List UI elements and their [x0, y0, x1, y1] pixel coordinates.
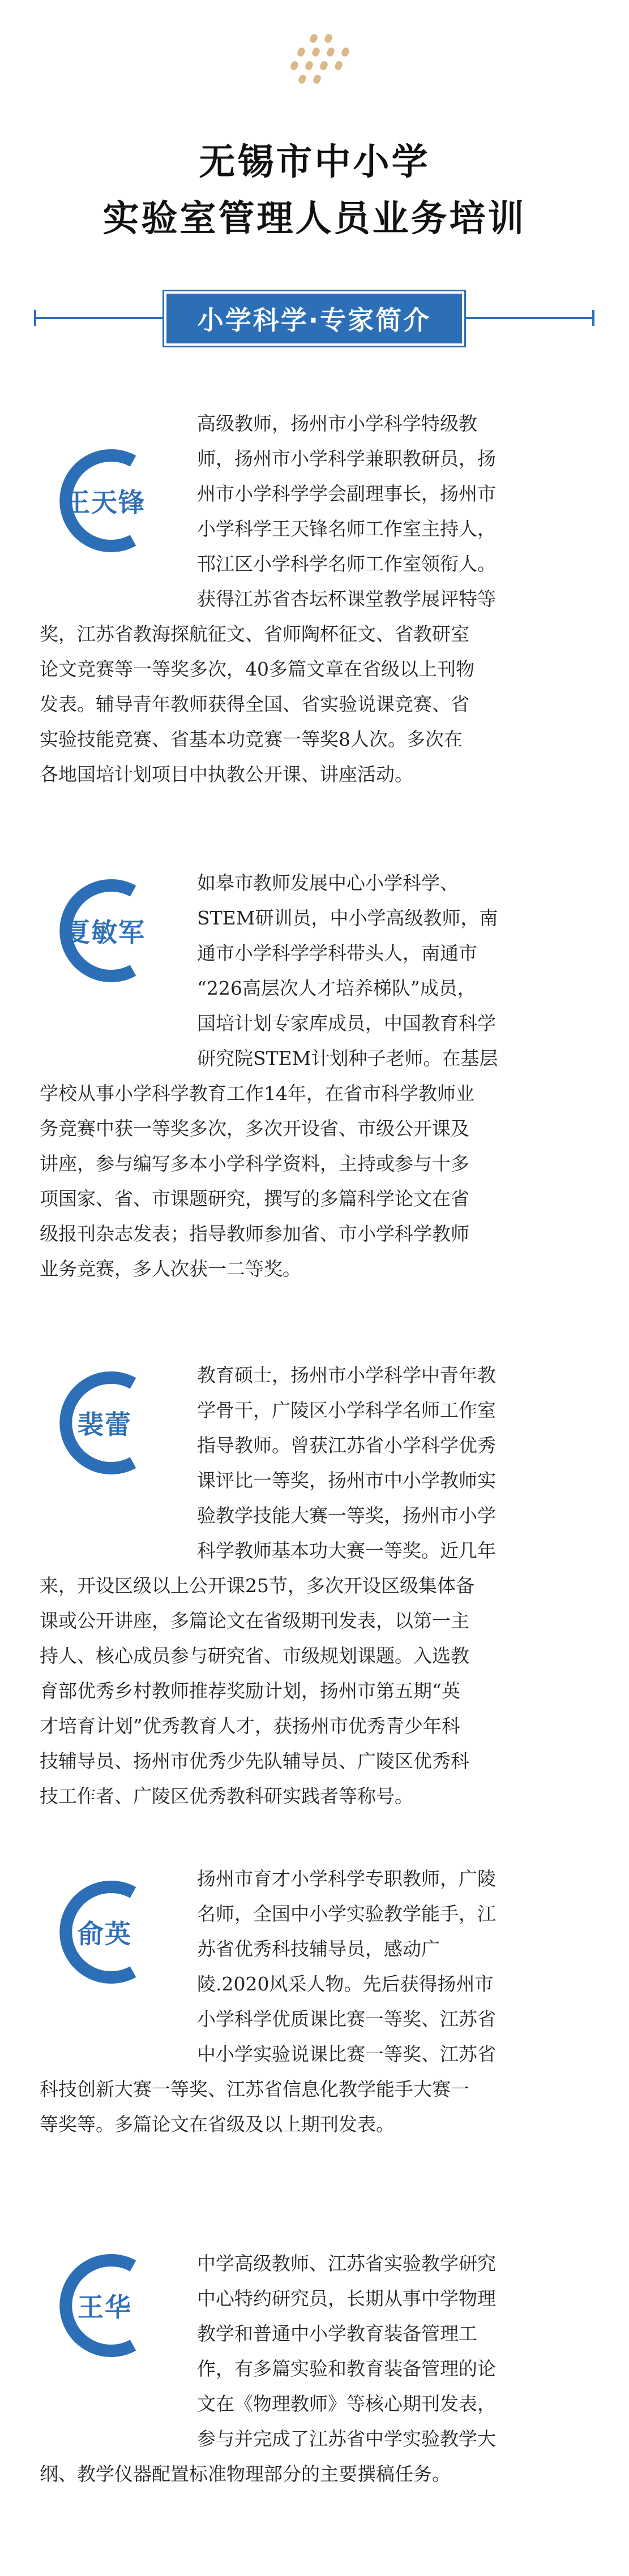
bio-line: 持人、核心成员参与研究省、市级规划课题。入选教: [40, 1645, 469, 1667]
bio-line: 国培计划专家库成员，中国教育科学: [197, 1012, 496, 1034]
bio-line: 师，扬州市小学科学兼职教研员，扬: [197, 448, 496, 470]
dot-shape: [304, 60, 314, 71]
bio-line: 高级教师，扬州市小学科学特级教: [197, 412, 477, 435]
bio-line: 获得江苏省杏坛杯课堂教学展评特等: [197, 588, 496, 610]
bio-line: 教育硕士，扬州市小学科学中青年教: [197, 1364, 496, 1386]
dot-shape: [326, 46, 336, 58]
expert-name: 裴蕾: [78, 1409, 132, 1440]
bio-line: 各地国培计划项目中执教公开课、讲座活动。: [40, 763, 413, 785]
expert-name: 俞英: [78, 1919, 132, 1949]
bio-line: 指导教师。曾获江苏省小学科学优秀: [197, 1434, 496, 1456]
bio-line: 讲座，参与编写多本小学科学资料，主持或参与十多: [40, 1152, 469, 1175]
bio-line: 等奖等。多篇论文在省级及以上期刊发表。: [40, 2113, 395, 2135]
decorative-dots: [0, 28, 629, 96]
bio-line: 中学高级教师、江苏省实验教学研究: [197, 2252, 496, 2274]
bio-line: 学骨干，广陵区小学科学名师工作室: [197, 1399, 496, 1421]
page-title-line2: 实验室管理人员业务培训: [102, 198, 527, 240]
bio-line: 作，有多篇实验和教育装备管理的论: [197, 2358, 496, 2380]
bio-line: 教学和普通中小学教育装备管理工: [197, 2323, 477, 2345]
banner-rule-right: [464, 317, 594, 319]
banner-rule-left: [34, 317, 164, 319]
dot-shape: [289, 60, 299, 71]
bio-line: 发表。辅导青年教师获得全国、省实验说课竞赛、省: [40, 693, 469, 715]
dot-shape: [323, 33, 333, 44]
bio-line: 邗江区小学科学名师工作室领衔人。: [197, 553, 496, 575]
bio-line: 课或公开讲座，多篇论文在省级期刊发表，以第一主: [40, 1610, 469, 1632]
bio-line: 课评比一等奖，扬州市中小学教师实: [197, 1469, 496, 1491]
bio-line: 文在《物理教师》等核心期刊发表，: [197, 2393, 496, 2415]
banner-rule-left-end: [34, 310, 36, 326]
bio-line: 才培育计划”优秀教育人才，获扬州市优秀青少年科: [40, 1715, 460, 1737]
bio-line: 中心特约研究员，长期从事中学物理: [197, 2287, 496, 2310]
expert-name: 王天锋: [64, 487, 146, 518]
bio-line: 纲、教学仪器配置标准物理部分的主要撰稿任务。: [40, 2463, 451, 2485]
bio-line: 科学教师基本功大赛一等奖。近几年: [197, 1539, 496, 1562]
expert-bio: [40, 1358, 589, 1814]
expert-bio: [40, 2246, 589, 2492]
expert-bio: [40, 1861, 589, 2142]
bio-line: STEM研训员，中小学高级教师，南: [197, 907, 498, 929]
bio-line: 通市小学科学学科带头人，南通市: [197, 942, 477, 964]
page-title-line1: 无锡市中小学: [199, 141, 430, 183]
expert-bio: [40, 866, 589, 1287]
bio-line: 研究院STEM计划种子老师。在基层: [197, 1047, 498, 1069]
dot-shape: [333, 60, 344, 71]
expert-bio: [40, 406, 589, 792]
dot-shape: [312, 74, 322, 85]
bio-line: 技工作者、广陵区优秀教科研实践者等称号。: [40, 1785, 413, 1807]
bio-line: 小学科学王天锋名师工作室主持人，: [197, 518, 496, 540]
bio-line: 项国家、省、市课题研究，撰写的多篇科学论文在省: [40, 1188, 469, 1210]
bio-line: 扬州市育才小学科学专职教师，广陵: [197, 1868, 496, 1890]
expert-name: 王华: [78, 2292, 132, 2323]
bio-line: 技辅导员、扬州市优秀少先队辅导员、广陵区优秀科: [40, 1750, 469, 1772]
dot-shape: [296, 46, 306, 58]
bio-line: 名师，全国中小学实验教学能手，江: [197, 1903, 496, 1925]
bio-line: 实验技能竞赛、省基本功竞赛一等奖8人次。多次在: [40, 728, 463, 750]
bio-line: 奖，江苏省教海探航征文、省师陶杯征文、省教研室: [40, 623, 469, 645]
bio-line: 级报刊杂志发表；指导教师参加省、市小学科学教师: [40, 1223, 469, 1245]
bio-line: 如皋市教师发展中心小学科学、: [197, 872, 459, 894]
dot-shape: [309, 33, 319, 44]
bio-line: 参与并完成了江苏省中学实验教学大: [197, 2428, 496, 2450]
bio-line: 验教学技能大赛一等奖，扬州市小学: [197, 1504, 496, 1526]
bio-line: 来，开设区级以上公开课25节，多次开设区级集体备: [40, 1575, 474, 1597]
dot-shape: [340, 46, 350, 58]
bio-line: 陵.2020风采人物。先后获得扬州市: [197, 1973, 494, 1995]
expert-name: 夏敏军: [64, 917, 146, 948]
dot-shape: [297, 74, 307, 85]
bio-line: 务竞赛中获一等奖多次，多次开设省、市级公开课及: [40, 1117, 469, 1139]
bio-line: 学校从事小学科学教育工作14年，在省市科学教师业: [40, 1082, 474, 1104]
bio-line: 州市小学科学学会副理事长，扬州市: [197, 483, 496, 505]
bio-line: 论文竞赛等一等奖多次，40多篇文章在省级以上刊物: [40, 658, 474, 680]
section-banner: 小学科学·专家简介: [164, 291, 464, 346]
bio-line: 中小学实验说课比赛一等奖、江苏省: [197, 2043, 496, 2065]
bio-line: 育部优秀乡村教师推荐奖励计划，扬州市第五期“英: [40, 1680, 460, 1702]
bio-line: 科技创新大赛一等奖、江苏省信息化教学能手大赛一: [40, 2078, 469, 2100]
bio-line: 小学科学优质课比赛一等奖、江苏省: [197, 2008, 496, 2030]
dot-shape: [319, 60, 329, 71]
bio-line: 苏省优秀科技辅导员，感动广: [197, 1938, 440, 1960]
bio-line: 业务竞赛，多人次获一二等奖。: [40, 1258, 301, 1280]
dot-shape: [311, 46, 321, 58]
banner-rule-right-end: [592, 310, 594, 326]
bio-line: “226高层次人才培养梯队”成员，: [197, 977, 476, 999]
